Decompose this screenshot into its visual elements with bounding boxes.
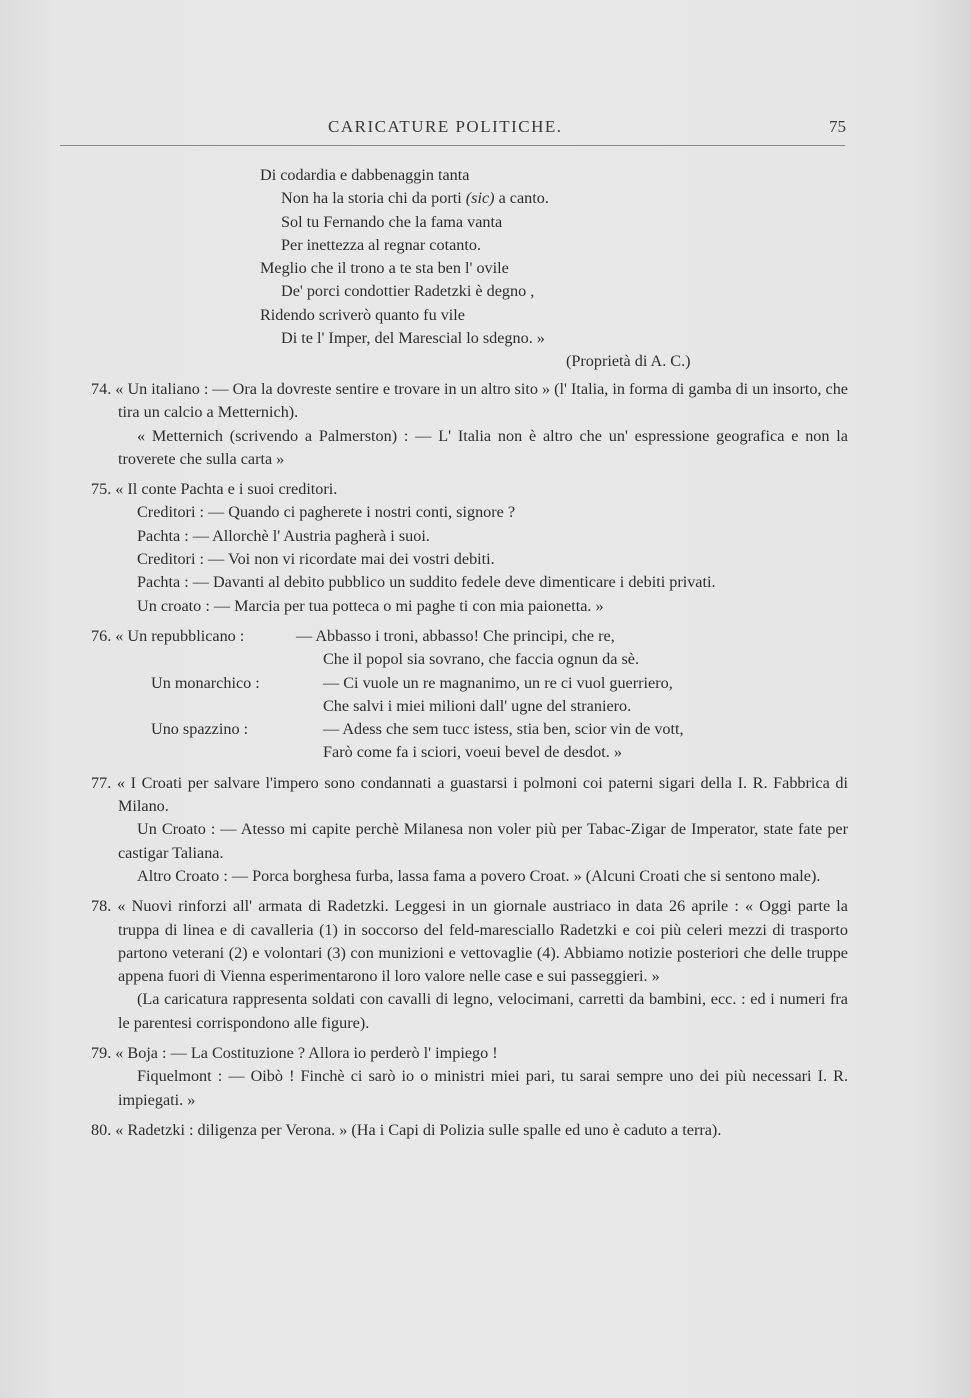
entry-paragraph: « Metternich (scrivendo a Palmerston) : — L' Italia non è altro che un' espressione geografica e non la troverete che sulla carta » bbox=[118, 426, 848, 468]
poem-line bbox=[260, 187, 691, 210]
verse-line: Che il popol sia sovrano, che faccia ognun da sè. bbox=[323, 650, 640, 669]
poem-line-text: Non ha la storia chi da porti bbox=[281, 189, 462, 208]
entry-74 bbox=[91, 378, 848, 471]
page-number: 75 bbox=[829, 117, 846, 136]
entry-paragraph: Pachta : — Davanti al debito pubblico un suddito fedele deve dimenticare i debiti privati. bbox=[137, 573, 716, 592]
entry-paragraph: Un croato : — Marcia per tua potteca o mi paghe ti con mia paionetta. » bbox=[137, 596, 604, 615]
verse-row bbox=[91, 625, 848, 648]
entry-76 bbox=[91, 625, 848, 765]
verse-line: Farò come fa i sciori, voeui bevel de desdot. » bbox=[323, 743, 622, 762]
entry-paragraph: 80. « Radetzki : diligenza per Verona. » (Ha i Capi di Polizia sulle spalle ed uno è caduto a terra). bbox=[91, 1120, 722, 1139]
entry-78 bbox=[91, 895, 848, 1035]
entry-77 bbox=[91, 772, 848, 888]
running-head: CARICATURE POLITICHE. bbox=[328, 117, 563, 136]
poem-line: Di te l' Imper, del Marescial lo sdegno. » bbox=[281, 329, 545, 348]
entry-paragraph: Un Croato : — Atesso mi capite perchè Milanesa non voler più per Tabac-Zigar de Imperator, state fate per castigar Taliana. bbox=[118, 820, 848, 862]
entry-paragraph: 77. « I Croati per salvare l'impero sono condannati a guastarsi i polmoni coi paterni sigari della I. R. Fabbrica di Milano. bbox=[91, 773, 848, 816]
verse-line: — Ci vuole un re magnanimo, un re ci vuol guerriero, bbox=[323, 673, 673, 692]
entry-75 bbox=[91, 478, 848, 618]
verse-row bbox=[118, 672, 848, 695]
page-header bbox=[60, 113, 850, 139]
poem-line: Per inettezza al regnar cotanto. bbox=[281, 235, 481, 254]
verse-row bbox=[118, 718, 848, 741]
sic-note: (sic) bbox=[465, 189, 495, 208]
poem-line: Meglio che il trono a te sta ben l' ovile bbox=[260, 259, 509, 278]
poem-line: Di codardia e dabbenaggin tanta bbox=[260, 166, 470, 184]
entry-80 bbox=[91, 1119, 848, 1142]
verse-line: — Adess che sem tucc istess, stia ben, scior vin de vott, bbox=[323, 720, 684, 739]
speaker-label: Un monarchico : bbox=[151, 673, 260, 692]
entry-paragraph: 75. « Il conte Pachta e i suoi creditori. bbox=[91, 480, 338, 499]
entry-paragraph: Creditori : — Voi non vi ricordate mai dei vostri debiti. bbox=[137, 550, 495, 569]
verse-line: — Abbasso i troni, abbasso! Che principi, che re, bbox=[296, 626, 615, 645]
speaker-label: Uno spazzino : bbox=[151, 720, 249, 739]
property-note: (Proprietà di A. C.) bbox=[566, 352, 691, 371]
speaker-label: 76. « Un repubblicano : bbox=[91, 626, 245, 645]
entry-paragraph: Creditori : — Quando ci pagherete i nostri conti, signore ? bbox=[137, 503, 516, 522]
entry-paragraph: 74. « Un italiano : — Ora la dovreste sentire e trovare in un altro sito » (l' Italia, in forma di gamba di un insorto, che tira un calcio a Metternich). bbox=[91, 380, 848, 422]
poem-line: Sol tu Fernando che la fama vanta bbox=[281, 212, 503, 231]
entry-79 bbox=[91, 1042, 848, 1112]
entry-paragraph: 79. « Boja : — La Costituzione ? Allora io perderò l' impiego ! bbox=[91, 1044, 498, 1063]
entry-paragraph: Fiquelmont : — Oibò ! Finchè ci sarò io o ministri miei pari, tu sarai sempre uno dei più necessari I. R. impiegati. » bbox=[118, 1067, 848, 1109]
entry-paragraph: Altro Croato : — Porca borghesa furba, lassa fama a povero Croat. » (Alcuni Croati che si sentono male). bbox=[137, 866, 821, 885]
poem bbox=[260, 164, 691, 374]
poem-line: Ridendo scriverò quanto fu vile bbox=[260, 305, 465, 324]
entry-paragraph: 78. « Nuovi rinforzi all' armata di Radetzki. Leggesi in un giornale austriaco in data 26 aprile : « Oggi parte la truppa di linea e di cavalleria (1) in soccorso del feld-maresciallo Radetzki e coi più celeri mezzi di trasporto partono veterani (2) e volontari (3) con munizioni e vettovaglie (4). Abbiamo notizie posteriori che delle truppe appena fuori di Vienna esperimentarono il loro valore nelle case e sui passeggieri. » bbox=[91, 897, 848, 986]
entry-paragraph: Pachta : — Allorchè l' Austria pagherà i suoi. bbox=[137, 526, 430, 545]
entry-paragraph: (La caricatura rappresenta soldati con cavalli di legno, velocimani, carretti da bambini, ecc. : ed i numeri fra le parentesi corrispondono alle figure). bbox=[118, 990, 848, 1032]
poem-line-end: a canto. bbox=[498, 189, 549, 208]
header-rule bbox=[60, 145, 845, 146]
entries bbox=[91, 378, 848, 1149]
poem-line: De' porci condottier Radetzki è degno , bbox=[281, 282, 535, 301]
verse-line: Che salvi i miei milioni dall' ugne del straniero. bbox=[323, 696, 632, 715]
